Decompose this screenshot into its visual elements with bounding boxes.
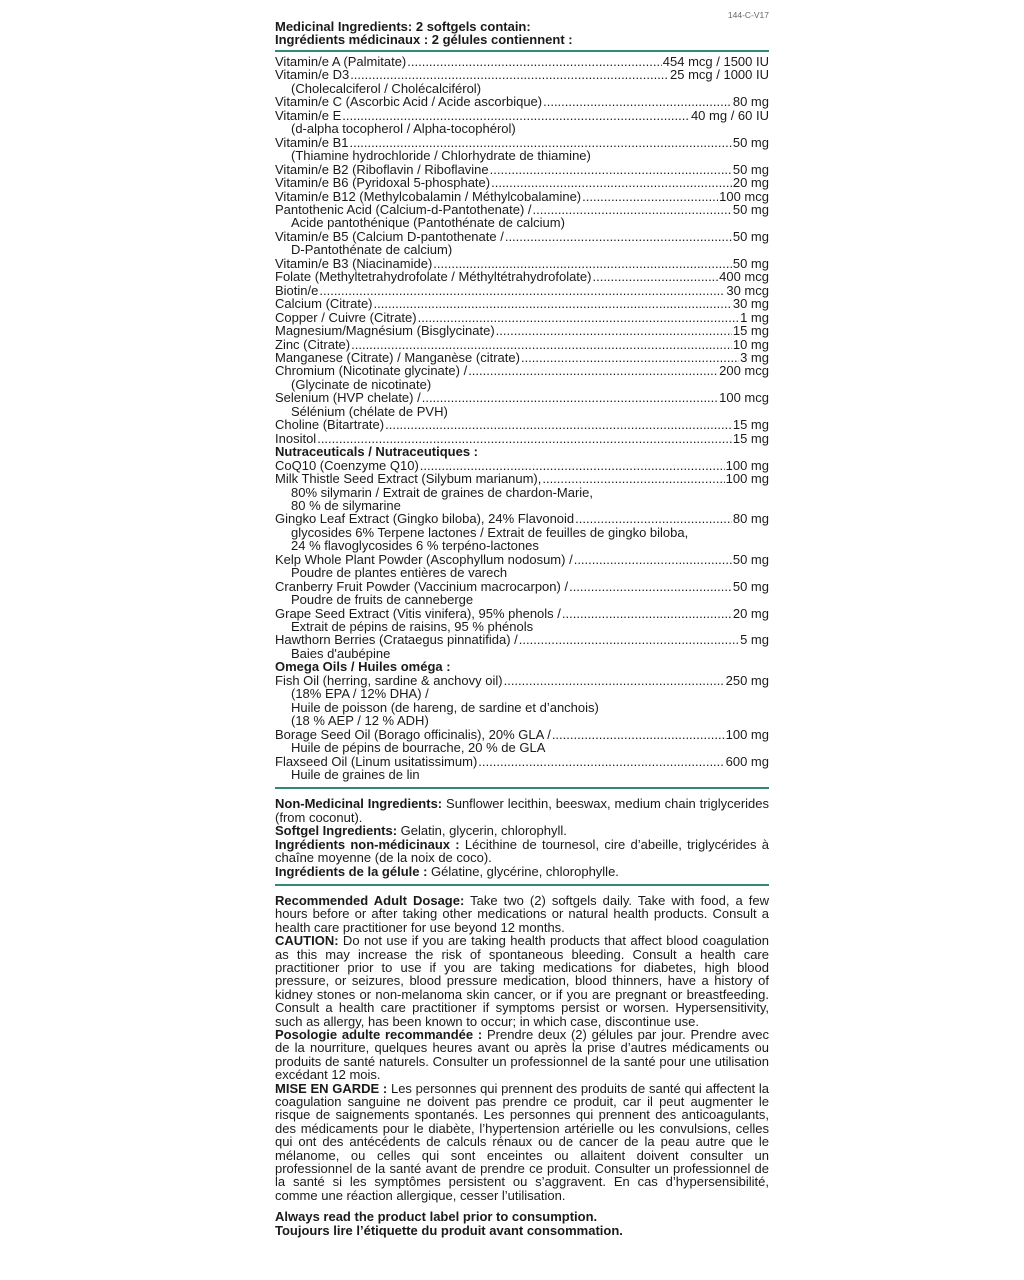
divider (275, 884, 769, 886)
ingredient-subline: Acide pantothénique (Pantothénate de calcium) (291, 215, 565, 231)
dot-leader (420, 459, 725, 472)
ingredient-name: Zinc (Citrate) (275, 336, 351, 352)
ingredient-row (275, 55, 769, 68)
ingredient-amount: 100 mcg (719, 390, 769, 406)
dosage-label-en: Recommended Adult Dosage: (275, 892, 465, 908)
ingredient-amount: 100 mg (725, 471, 769, 487)
ingredient-subline: 24 % flavoglycosides 6 % terpéno-lactones (291, 538, 539, 554)
dot-leader (385, 418, 732, 431)
dot-leader (349, 136, 731, 149)
ingredient-row (275, 284, 769, 297)
nutraceuticals-header: Nutraceuticals / Nutraceutiques : (275, 444, 478, 460)
ingredient-subline: Sélénium (chélate de PVH) (291, 403, 448, 419)
ingredient-subline: Poudre de fruits de canneberge (291, 592, 474, 608)
dot-leader (374, 297, 732, 310)
softgel-label-fr: Ingrédients de la gélule : (275, 863, 428, 879)
dot-leader (351, 338, 732, 351)
ingredient-amount: 100 mcg (719, 188, 769, 204)
ingredient-row (275, 95, 769, 108)
caution-label-en: CAUTION: (275, 933, 339, 949)
ingredient-row (275, 163, 769, 176)
ingredient-name: Pantothenic Acid (Calcium-d-Pantothenate) / (275, 201, 532, 217)
ingredient-amount: 15 mg (732, 417, 769, 433)
caution-en (275, 934, 769, 1028)
non-medicinal-ingredients (275, 797, 769, 877)
omega-list (275, 674, 769, 782)
non-medicinal-label-en: Non-Medicinal Ingredients: (275, 796, 443, 812)
ingredient-name: Fish Oil (herring, sardine & anchovy oil) (275, 672, 503, 688)
ingredient-amount: 200 mcg (719, 363, 769, 379)
ingredient-subline: D-Pantothénate de calcium) (291, 242, 453, 258)
medicinal-ingredients-list (275, 55, 769, 445)
ingredient-row (275, 203, 769, 216)
dot-leader (582, 190, 718, 203)
nutraceuticals-list (275, 459, 769, 661)
final-note (275, 1210, 769, 1238)
ingredient-amount: 40 mg / 60 IU (690, 107, 769, 123)
ingredient-amount: 10 mg (732, 336, 769, 352)
ingredient-name: Gingko Leaf Extract (Gingko biloba), 24% Flavonoid (275, 511, 575, 527)
ingredient-row (275, 633, 769, 646)
ingredient-amount: 3 mg (740, 349, 769, 365)
ingredient-name: Vitamin/e B5 (Calcium D-pantothenate / (275, 228, 504, 244)
ingredient-name: Vitamin/e B12 (Methylcobalamin / Méthylcobalamine) (275, 188, 582, 204)
dot-leader (342, 109, 690, 122)
ingredient-name: Flaxseed Oil (Linum usitatissimum) (275, 753, 478, 769)
dot-leader (543, 95, 732, 108)
ingredient-row (275, 472, 769, 485)
medicinal-header-fr: Ingrédients médicinaux : 2 gélules contiennent : (275, 32, 573, 47)
ingredient-row (275, 432, 769, 445)
final-note-en: Always read the product label prior to consumption. (275, 1209, 598, 1225)
ingredient-name: Hawthorn Berries (Crataegus pinnatifida) / (275, 632, 518, 648)
dot-leader (418, 311, 739, 324)
ingredient-name: Vitamin/e C (Ascorbic Acid / Acide ascorbique) (275, 94, 543, 110)
ingredient-subline: (Glycinate de nicotinate) (291, 376, 432, 392)
ingredient-amount: 454 mcg / 1500 IU (662, 54, 769, 69)
dosage-text-en: Take two (2) softgels daily. Take with food, a few hours before or after taking other medications or natural health products. Consult a health care practitioner for use beyond 12 months. (275, 892, 769, 935)
caution-text-fr: Les personnes qui prennent des produits de santé qui affectent la coagulation sanguine ne doivent pas prendre ce produit, car il peut augmenter le risque de saignements spontanés. Les personnes qui prennent des anticoagulants, des médicaments pour le diabète, l’hypertension artérielle ou les convulsions, celles qui ont des antécédents de calculs rénaux ou de cancer de la peau autre que le mélanome, ou celles qui sont enceintes ou allaitent doivent consulter un professionnel de la santé avant de prendre ce produit. Consulter un professionnel de la santé si les symptômes persistent ou s’aggravent. En cas d’hypersensibilité, comme une réaction allergique, cesser l’utilisation. (275, 1080, 769, 1203)
medicinal-header-en: Medicinal Ingredients: 2 softgels contain: (275, 19, 531, 34)
ingredient-subline: (18% EPA / 12% DHA) / (291, 686, 429, 702)
dot-leader (433, 257, 732, 270)
ingredient-amount: 25 mcg / 1000 IU (670, 67, 769, 83)
ingredient-row (275, 270, 769, 283)
ingredient-name: Vitamin/e B6 (Pyridoxal 5-phosphate) (275, 175, 491, 191)
dot-leader (569, 580, 732, 593)
dot-leader (468, 364, 718, 377)
ingredient-subline: (18 % AEP / 12 % ADH) (291, 713, 429, 729)
ingredient-row (275, 257, 769, 270)
caution-fr (275, 1082, 769, 1203)
dot-leader (521, 351, 739, 364)
ingredient-row (275, 230, 769, 243)
dot-leader (519, 633, 739, 646)
ingredient-subline: Extrait de pépins de raisins, 95 % phénols (291, 619, 534, 635)
ingredient-name: Inositol (275, 430, 317, 446)
ingredient-amount: 250 mg (725, 672, 769, 688)
dot-leader (319, 284, 725, 297)
dot-leader (491, 176, 732, 189)
ingredient-subline: (Thiamine hydrochloride / Chlorhydrate de thiamine) (291, 148, 591, 164)
ingredient-subline: Poudre de plantes entières de varech (291, 565, 508, 581)
ingredient-name: Magnesium/Magnésium (Bisglycinate) (275, 323, 495, 339)
ingredient-name: Vitamin/e A (Palmitate) (275, 54, 407, 69)
ingredient-name: Vitamin/e B3 (Niacinamide) (275, 255, 433, 271)
dot-leader (317, 432, 732, 445)
ingredient-name: CoQ10 (Coenzyme Q10) (275, 457, 419, 473)
ingredient-name: Selenium (HVP chelate) / (275, 390, 421, 406)
omega-header: Omega Oils / Huiles oméga : (275, 659, 451, 675)
ingredient-subline: Huile de poisson (de hareng, de sardine et d’anchois) (291, 699, 599, 715)
ingredient-name: Manganese (Citrate) / Manganèse (citrate) (275, 349, 520, 365)
ingredient-amount: 50 mg (732, 578, 769, 594)
ingredient-amount: 50 mg (732, 161, 769, 177)
ingredient-name: Borage Seed Oil (Borago officinalis), 20% GLA / (275, 726, 551, 742)
ingredient-name: Biotin/e (275, 282, 319, 298)
ingredient-row (275, 338, 769, 351)
ingredient-name: Kelp Whole Plant Powder (Ascophyllum nodosum) / (275, 551, 573, 567)
product-label (275, 10, 769, 1238)
ingredient-amount: 50 mg (732, 255, 769, 271)
ingredient-amount: 80 mg (732, 94, 769, 110)
ingredient-name: Milk Thistle Seed Extract (Silybum marianum), (275, 471, 542, 487)
ingredient-row (275, 459, 769, 472)
dot-leader (350, 68, 669, 81)
ingredient-name: Copper / Cuivre (Citrate) (275, 309, 417, 325)
dot-leader (575, 512, 732, 525)
ingredient-amount: 15 mg (732, 430, 769, 446)
ingredient-row (275, 674, 769, 687)
ingredient-name: Vitamin/e D3 (275, 67, 350, 83)
medicinal-header (275, 10, 769, 46)
dosage-label-fr: Posologie adulte recommandée : (275, 1026, 483, 1042)
ingredient-name: Calcium (Citrate) (275, 296, 373, 312)
ingredient-subline: (Cholecalciferol / Cholécalciférol) (291, 80, 482, 96)
dosage-text-fr: Prendre deux (2) gélules par jour. Prendre avec de la nourriture, quelques heures avant ou après la prise d’autres médicaments ou produits de santé naturels. Consulter un professionnel de la santé pour une utilisation excédant 12 mois. (275, 1026, 769, 1083)
ingredient-amount: 80 mg (732, 511, 769, 527)
ingredient-name: Cranberry Fruit Powder (Vaccinium macrocarpon) / (275, 578, 569, 594)
dosage-en (275, 894, 769, 934)
dot-leader (542, 472, 724, 485)
ingredient-name: Vitamin/e E (275, 107, 342, 123)
ingredient-amount: 600 mg (725, 753, 769, 769)
caution-label-fr: MISE EN GARDE : (275, 1080, 388, 1096)
ingredient-subline: (d-alpha tocopherol / Alpha-tocophérol) (291, 121, 516, 137)
ingredient-subline: Huile de graines de lin (291, 767, 420, 783)
divider (275, 787, 769, 789)
softgel-label-en: Softgel Ingredients: (275, 823, 398, 839)
ingredient-amount: 100 mg (725, 457, 769, 473)
ingredient-amount: 400 mcg (719, 269, 769, 285)
ingredient-amount: 5 mg (740, 632, 769, 648)
ingredient-name: Vitamin/e B1 (275, 134, 349, 150)
ingredient-amount: 15 mg (732, 323, 769, 339)
ingredient-amount: 100 mg (725, 726, 769, 742)
dot-leader (505, 230, 732, 243)
ingredient-name: Grape Seed Extract (Vitis vinifera), 95% phenols / (275, 605, 561, 621)
ingredient-row (275, 512, 769, 525)
ingredient-row (275, 297, 769, 310)
ingredient-amount: 50 mg (732, 551, 769, 567)
ingredient-row (275, 607, 769, 620)
dot-leader (407, 55, 662, 68)
divider (275, 50, 769, 52)
ingredient-row (275, 418, 769, 431)
ingredient-row (275, 391, 769, 404)
softgel-text-en: Gelatin, glycerin, chlorophyll. (397, 823, 567, 839)
ingredient-row (275, 728, 769, 741)
ingredient-subline: 80 % de silymarine (291, 497, 401, 513)
dot-leader (490, 163, 732, 176)
ingredient-name: Choline (Bitartrate) (275, 417, 385, 433)
ingredient-name: Chromium (Nicotinate glycinate) / (275, 363, 468, 379)
ingredient-row (275, 324, 769, 337)
ingredient-row (275, 553, 769, 566)
ingredient-subline: 80% silymarin / Extrait de graines de chardon-Marie, (291, 484, 594, 500)
softgel-text-fr: Gélatine, glycérine, chlorophylle. (427, 863, 619, 879)
ingredient-subline: Huile de pépins de bourrache, 20 % de GLA (291, 740, 546, 756)
dot-leader (592, 270, 718, 283)
dosage-fr (275, 1028, 769, 1082)
ingredient-amount: 20 mg (732, 605, 769, 621)
final-note-fr: Toujours lire l’étiquette du produit avant consommation. (275, 1223, 623, 1239)
ingredient-subline: glycosides 6% Terpene lactones / Extrait de feuilles de gingko biloba, (291, 524, 689, 540)
non-medicinal-label-fr: Ingrédients non-médicinaux : (275, 836, 460, 852)
ingredient-amount: 50 mg (732, 228, 769, 244)
dot-leader (504, 674, 725, 687)
dot-leader (533, 203, 732, 216)
ingredient-row (275, 176, 769, 189)
ingredient-row (275, 351, 769, 364)
ingredient-amount: 30 mcg (726, 282, 769, 298)
ingredient-amount: 30 mg (732, 296, 769, 312)
dot-leader (562, 607, 732, 620)
ingredient-row (275, 109, 769, 122)
ingredient-row (275, 190, 769, 203)
ingredient-name: Folate (Methyltetrahydrofolate / Méthyltétrahydrofolate) (275, 269, 592, 285)
dot-leader (552, 728, 725, 741)
caution-text-en: Do not use if you are taking health products that affect blood coagulation as this may increase the risk of spontaneous bleeding. Consult a health care practitioner prior to use if you are taking medications for diabetes, high blood pressure, or seizures, blood pressure medication, blood thinners, have a history of kidney stones or non-melanoma skin cancer, or if you are pregnant or breastfeeding. Consult a health care practitioner if symptoms persist or worsen. Hypersensitivity, such as allergy, has been known to occur; in which case, discontinue use. (275, 933, 769, 1029)
non-medicinal-text-fr: Lécithine de tournesol, cire d’abeille, triglycérides à chaîne moyenne (de la noix de coco). (275, 836, 770, 866)
ingredient-row (275, 68, 769, 81)
dot-leader (478, 755, 724, 768)
ingredient-row (275, 311, 769, 324)
ingredient-amount: 20 mg (732, 175, 769, 191)
dot-leader (422, 391, 718, 404)
ingredient-name: Vitamin/e B2 (Riboflavin / Riboflavine (275, 161, 489, 177)
ingredient-amount: 50 mg (732, 134, 769, 150)
ingredient-amount: 50 mg (732, 201, 769, 217)
dot-leader (574, 553, 732, 566)
label-code: 144-C-V17 (727, 10, 769, 20)
non-medicinal-text-en: Sunflower lecithin, beeswax, medium chain triglycerides (from coconut). (275, 796, 770, 825)
ingredient-row (275, 755, 769, 768)
ingredient-subline: Baies d'aubépine (291, 645, 391, 661)
ingredient-row (275, 580, 769, 593)
ingredient-amount: 1 mg (740, 309, 769, 325)
dot-leader (496, 324, 732, 337)
ingredient-row (275, 364, 769, 377)
ingredient-row (275, 136, 769, 149)
